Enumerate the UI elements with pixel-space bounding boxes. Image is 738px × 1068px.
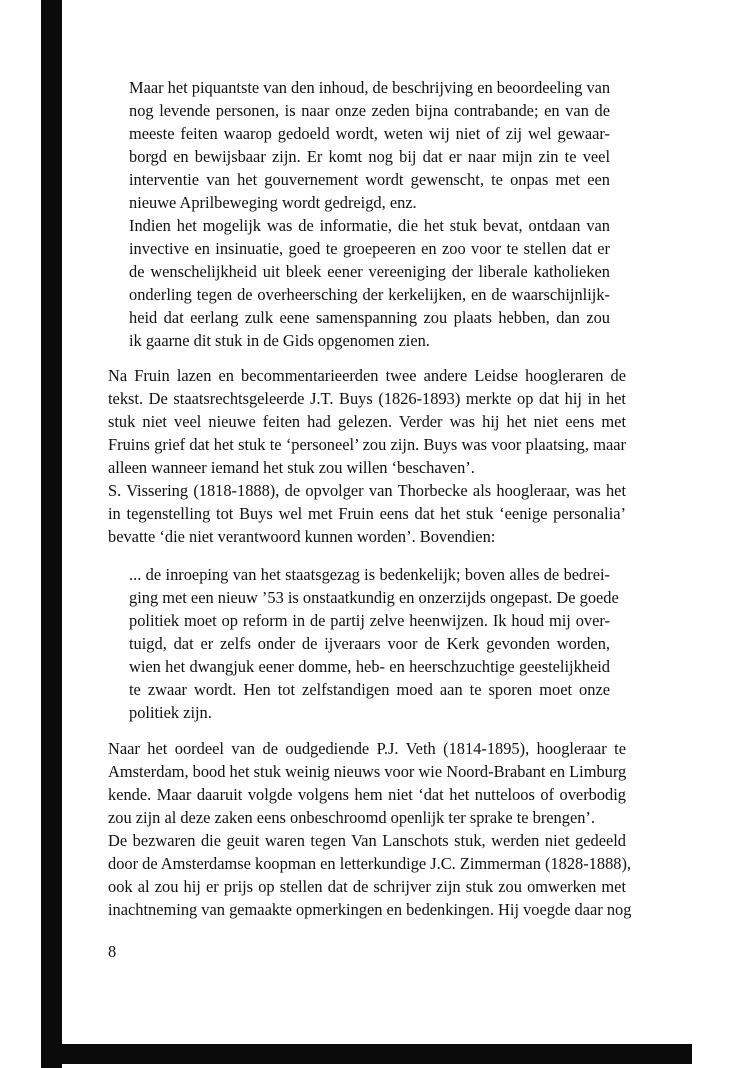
body-line: Naar het oordeel van de oudgediende P.J. Veth (1814-1895), hoogleraar te xyxy=(108,739,626,758)
quote-line: ging met een nieuw ’53 is onstaatkundig en onzerzijds ongepast. De goede xyxy=(129,588,619,607)
body-line: door de Amsterdamse koopman en letterkundige J.C. Zimmerman (1828-1888), xyxy=(108,854,632,873)
body-line: Fruins grief dat het stuk te ‘personeel’ zou zijn. Buys was voor plaatsing, maar xyxy=(108,435,626,454)
quote-line: ik gaarne dit stuk in de Gids opgenomen zien. xyxy=(129,331,430,350)
body-line: S. Vissering (1818-1888), de opvolger van Thorbecke als hoogleraar, was het xyxy=(108,481,626,500)
quote-line: meeste feiten waarop gedoeld wordt, weten wij niet of zij wel gewaar- xyxy=(129,124,610,143)
quote-line: invective en insinuatie, goed te groepeeren en zoo voor te stellen dat er xyxy=(129,239,610,258)
body-line: De bezwaren die geuit waren tegen Van Lanschots stuk, werden niet gedeeld xyxy=(108,831,626,850)
quote-line: nog levende personen, is naar onze zeden bijna contrabande; en van de xyxy=(129,101,610,120)
quote-line: wien het dwangjuk eener domme, heb- en heerschzuchtige geestelijkheid xyxy=(129,657,610,676)
quote-line: heid dat eerlang zulk eene samenspanning zou plaats hebben, dan zou xyxy=(129,308,610,327)
quote-line: ... de inroeping van het staatsgezag is bedenkelijk; boven alles de bedrei- xyxy=(129,565,610,584)
body-line: ook al zou hij er prijs op stellen dat de schrijver zijn stuk zou omwerken met xyxy=(108,877,626,896)
quote-line: te zwaar wordt. Hen tot zelfstandigen moed aan te sporen moet onze xyxy=(129,680,610,699)
quote-line: politiek zijn. xyxy=(129,703,212,722)
body-line: in tegenstelling tot Buys wel met Fruin eens dat het stuk ‘eenige personalia’ xyxy=(108,504,626,523)
quote-line: tuigd, dat er zelfs onder de ijveraars voor de Kerk gevonden worden, xyxy=(129,634,610,653)
body-line: inachtneming van gemaakte opmerkingen en bedenkingen. Hij voegde daar nog xyxy=(108,900,632,919)
body-line: Amsterdam, bood het stuk weinig nieuws voor wie Noord-Brabant en Limburg xyxy=(108,762,627,781)
body-line: stuk niet veel nieuwe feiten had gelezen. Verder was hij het niet eens met xyxy=(108,412,626,431)
body-line: tekst. De staatsrechtsgeleerde J.T. Buys (1826-1893) merkte op dat hij in het xyxy=(108,389,626,408)
scan-edge-bottom xyxy=(41,1044,692,1064)
body-line: Na Fruin lazen en becommentarieerden twee andere Leidse hoogleraren de xyxy=(108,366,626,385)
quote-line: nieuwe Aprilbeweging wordt gedreigd, enz. xyxy=(129,193,417,212)
quote-line: Maar het piquantste van den inhoud, de beschrijving en beoordeeling van xyxy=(129,78,611,97)
page-number: 8 xyxy=(108,942,117,961)
quote-line: Indien het mogelijk was de informatie, die het stuk bevat, ontdaan van xyxy=(129,216,610,235)
body-line: kende. Maar daaruit volgde volgens hem niet ‘dat het nutteloos of overbodig xyxy=(108,785,626,804)
quote-line: politiek moet op reform in de partij zelve heenwijzen. Ik houd mij over- xyxy=(129,611,610,630)
quote-line: interventie van het gouvernement wordt gewenscht, te onpas met een xyxy=(129,170,610,189)
scan-edge-left xyxy=(41,0,62,1068)
quote-line: borgd en bewijsbaar zijn. Er komt nog bij dat er naar mijn zin te veel xyxy=(129,147,610,166)
body-line: alleen wanneer iemand het stuk zou willen ‘beschaven’. xyxy=(108,458,475,477)
quote-line: onderling tegen de overheersching der kerkelijken, en de waarschijnlijk- xyxy=(129,285,610,304)
quote-line: de wenschelijkheid uit bleek eener vereeniging der liberale katholieken xyxy=(129,262,610,281)
body-line: zou zijn al deze zaken eens onbeschroomd openlijk ter sprake te brengen’. xyxy=(108,808,595,827)
body-line: bevatte ‘die niet verantwoord kunnen worden’. Bovendien: xyxy=(108,527,496,546)
